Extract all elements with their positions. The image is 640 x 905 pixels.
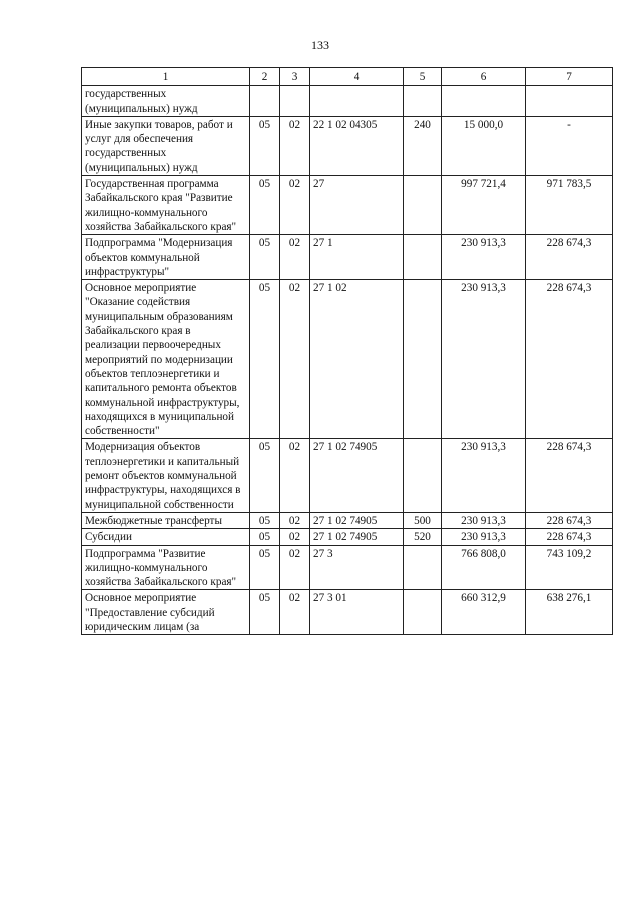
cell-amount-2: 228 674,3 xyxy=(526,280,613,439)
column-header: 1 xyxy=(82,68,250,86)
cell-amount-2: 743 109,2 xyxy=(526,545,613,590)
cell-section: 05 xyxy=(250,280,280,439)
table-row xyxy=(82,512,613,528)
cell-target-article: 27 1 02 74905 xyxy=(310,529,404,545)
cell-section: 05 xyxy=(250,512,280,528)
column-header: 4 xyxy=(310,68,404,86)
cell-amount-1: 230 913,3 xyxy=(442,512,526,528)
row-name: Модернизация объектов теплоэнергетики и капитальный ремонт объектов коммунальной инфраструктуры, находящихся в муниципальной собственности xyxy=(82,439,250,512)
table-row xyxy=(82,529,613,545)
cell-amount-1: 230 913,3 xyxy=(442,280,526,439)
row-name: Подпрограмма "Развитие жилищно-коммунального хозяйства Забайкальского края" xyxy=(82,545,250,590)
row-name: Подпрограмма "Модернизация объектов коммунальной инфраструктуры" xyxy=(82,235,250,280)
cell-amount-1: 230 913,3 xyxy=(442,235,526,280)
cell-subsection: 02 xyxy=(280,280,310,439)
cell-subsection: 02 xyxy=(280,176,310,235)
table-row xyxy=(82,176,613,235)
table-row xyxy=(82,439,613,512)
cell-section: 05 xyxy=(250,176,280,235)
row-name: Государственная программа Забайкальского края "Развитие жилищно-коммунального хозяйства Забайкальского края" xyxy=(82,176,250,235)
cell-expense-type xyxy=(404,439,442,512)
table-row xyxy=(82,590,613,635)
cell-subsection: 02 xyxy=(280,529,310,545)
cell-target-article: 27 1 02 74905 xyxy=(310,439,404,512)
cell-expense-type xyxy=(404,545,442,590)
cell-section: 05 xyxy=(250,116,280,175)
row-name: Межбюджетные трансферты xyxy=(82,512,250,528)
cell-amount-2 xyxy=(526,86,613,117)
cell-amount-1: 15 000,0 xyxy=(442,116,526,175)
column-header: 6 xyxy=(442,68,526,86)
cell-amount-2: 971 783,5 xyxy=(526,176,613,235)
cell-expense-type: 520 xyxy=(404,529,442,545)
cell-amount-1: 230 913,3 xyxy=(442,439,526,512)
cell-subsection: 02 xyxy=(280,512,310,528)
cell-amount-1 xyxy=(442,86,526,117)
cell-target-article: 27 xyxy=(310,176,404,235)
cell-subsection xyxy=(280,86,310,117)
row-name: Иные закупки товаров, работ и услуг для обеспечения государственных (муниципальных) нужд xyxy=(82,116,250,175)
cell-expense-type xyxy=(404,590,442,635)
table-row xyxy=(82,235,613,280)
page-number: 133 xyxy=(311,38,329,52)
cell-section: 05 xyxy=(250,590,280,635)
cell-target-article: 27 1 02 xyxy=(310,280,404,439)
cell-expense-type: 500 xyxy=(404,512,442,528)
cell-target-article: 22 1 02 04305 xyxy=(310,116,404,175)
cell-section: 05 xyxy=(250,439,280,512)
cell-target-article: 27 3 xyxy=(310,545,404,590)
cell-target-article: 27 1 02 74905 xyxy=(310,512,404,528)
cell-amount-2: - xyxy=(526,116,613,175)
budget-table xyxy=(81,67,613,635)
column-header: 7 xyxy=(526,68,613,86)
cell-target-article: 27 1 xyxy=(310,235,404,280)
row-name: Основное мероприятие "Оказание содействия муниципальным образованиям Забайкальского края в реализации первоочередных мероприятий по модернизации объектов теплоэнергетики и капитального ремонта объектов коммунальной инфраструктуры, находящихся в муниципальной собственности" xyxy=(82,280,250,439)
cell-amount-1: 997 721,4 xyxy=(442,176,526,235)
table-row xyxy=(82,280,613,439)
cell-amount-1: 766 808,0 xyxy=(442,545,526,590)
cell-section: 05 xyxy=(250,235,280,280)
cell-subsection: 02 xyxy=(280,235,310,280)
cell-section: 05 xyxy=(250,529,280,545)
row-name: Основное мероприятие "Предоставление субсидий юридическим лицам (за xyxy=(82,590,250,635)
cell-amount-2: 638 276,1 xyxy=(526,590,613,635)
column-header: 2 xyxy=(250,68,280,86)
cell-expense-type xyxy=(404,235,442,280)
column-header: 3 xyxy=(280,68,310,86)
cell-amount-1: 230 913,3 xyxy=(442,529,526,545)
cell-expense-type xyxy=(404,280,442,439)
table-row xyxy=(82,116,613,175)
table-header-row xyxy=(82,68,613,86)
cell-section xyxy=(250,86,280,117)
cell-expense-type xyxy=(404,176,442,235)
cell-amount-1: 660 312,9 xyxy=(442,590,526,635)
table-row xyxy=(82,545,613,590)
cell-subsection: 02 xyxy=(280,545,310,590)
cell-amount-2: 228 674,3 xyxy=(526,529,613,545)
cell-subsection: 02 xyxy=(280,116,310,175)
cell-target-article: 27 3 01 xyxy=(310,590,404,635)
cell-subsection: 02 xyxy=(280,439,310,512)
table-row xyxy=(82,86,613,117)
cell-expense-type xyxy=(404,86,442,117)
row-name: Субсидии xyxy=(82,529,250,545)
cell-subsection: 02 xyxy=(280,590,310,635)
cell-target-article xyxy=(310,86,404,117)
cell-amount-2: 228 674,3 xyxy=(526,439,613,512)
cell-section: 05 xyxy=(250,545,280,590)
cell-amount-2: 228 674,3 xyxy=(526,512,613,528)
cell-amount-2: 228 674,3 xyxy=(526,235,613,280)
cell-expense-type: 240 xyxy=(404,116,442,175)
column-header: 5 xyxy=(404,68,442,86)
row-name: государственных (муниципальных) нужд xyxy=(82,86,250,117)
